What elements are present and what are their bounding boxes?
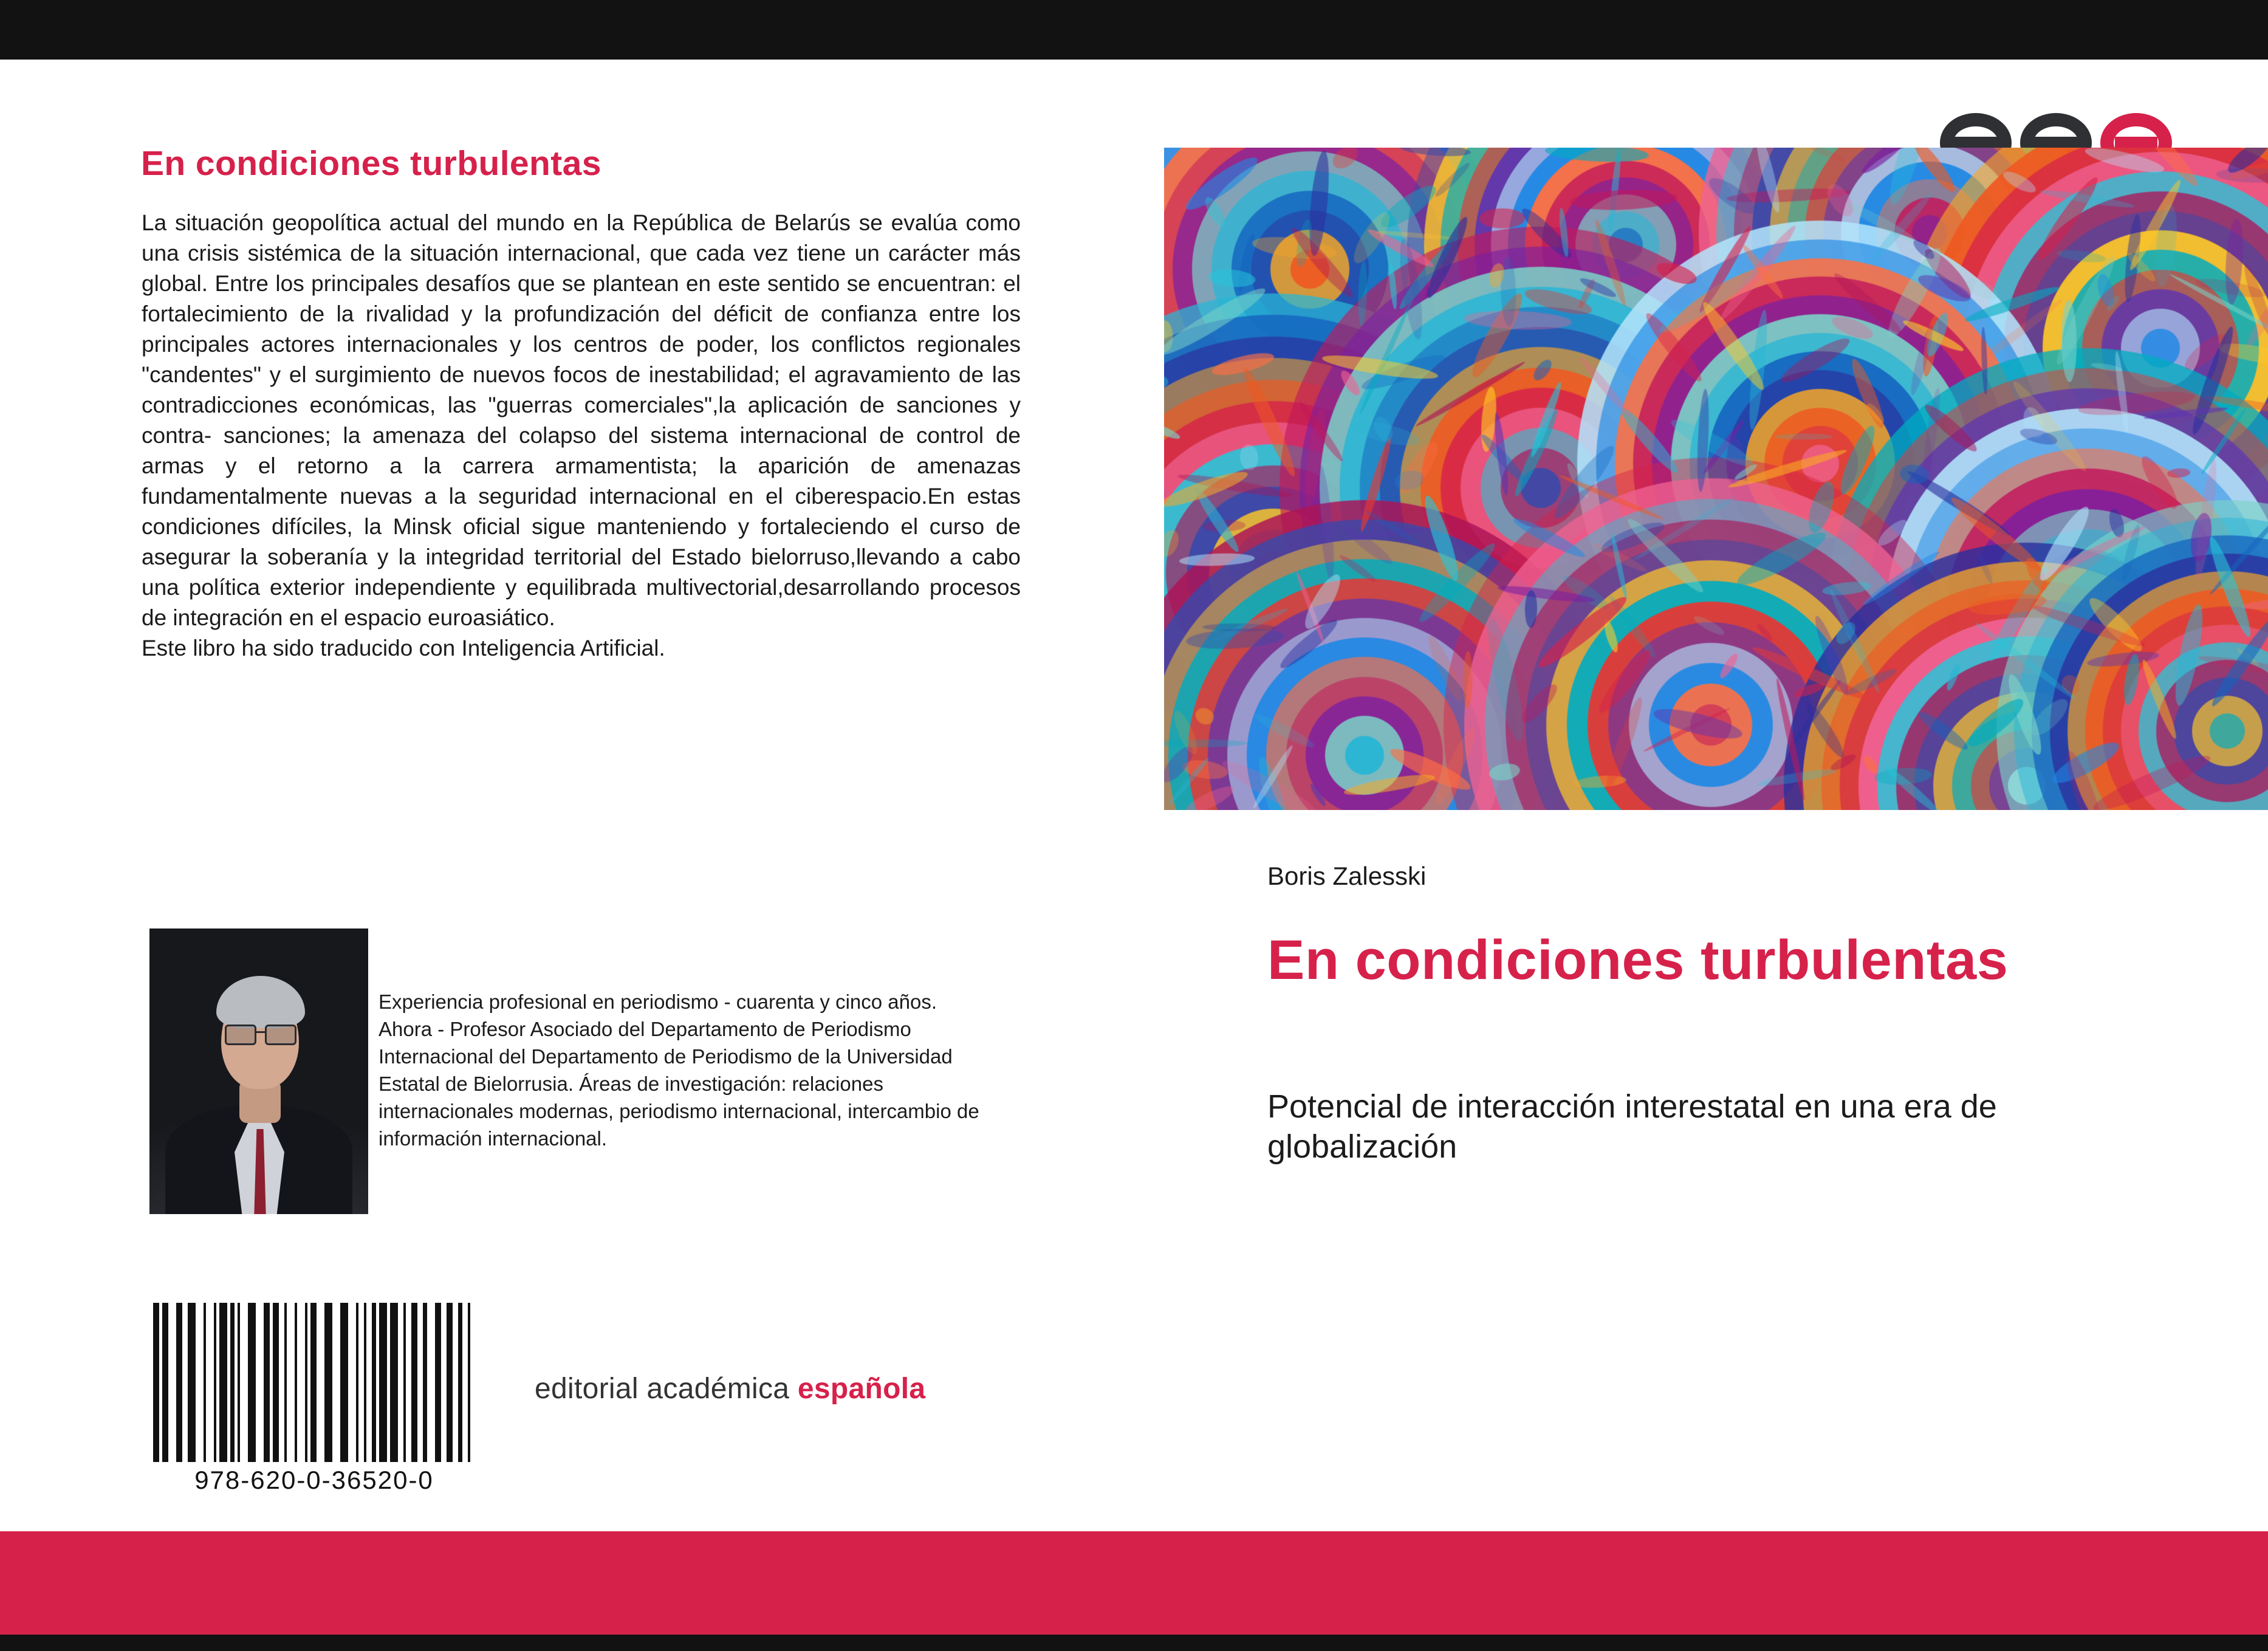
blurb-text: La situación geopolítica actual del mundo en la República de Belarús se evalúa como una crisis sistémica de la situación internacional, que cada vez tiene un carácter más global. Entre los principales desafíos que se plantean en este sentido se encuentran: el fortalecimiento de la rivalidad y la profundización del déficit de confianza entre los principales actores internacionales y los centros de poder, los conflictos regionales "candentes" y el surgimiento de nuevos focos de inestabilidad; el agravamiento de las contradicciones económicas, las "guerras comerciales",la aplicación de sanciones y contra- sanciones; la amenaza del colapso del sistema internacional de control de armas y el retorno a la carrera armamentista; la aparición de amenazas fundamentalmente nuevas a la seguridad internacional en el ciberespacio.En estas condiciones difíciles, la Minsk oficial sigue manteniendo y fortaleciendo el curso de asegurar la soberanía y la integridad territorial del Estado bielorruso,llevando a cabo una política exterior independiente y equilibrada multivectorial,desarrollando procesos de integración en el espacio euroasiático. [142, 210, 1021, 630]
glasses-icon [225, 1025, 296, 1043]
top-bar [0, 0, 2268, 60]
barcode-bars [153, 1303, 475, 1462]
back-cover-title: En condiciones turbulentas [141, 144, 601, 183]
front-author: Boris Zalesski [1267, 862, 1427, 890]
back-cover [0, 60, 1142, 1531]
front-title: En condiciones turbulentas [1267, 929, 2009, 991]
back-publisher-mark [535, 1372, 925, 1406]
back-publisher-plain: editorial académica [535, 1373, 798, 1405]
front-subtitle: Potencial de interacción interestatal en una era de globalización [1267, 1088, 1997, 1165]
bottom-accent-bar [0, 1531, 2268, 1651]
spine [1142, 60, 1164, 1531]
front-cover [1164, 60, 2268, 1531]
barcode [153, 1303, 475, 1509]
back-publisher-accent: española [797, 1373, 926, 1405]
bottom-dark-bar [0, 1635, 2268, 1651]
isbn-number: 978-620-0-36520-0 [194, 1466, 434, 1494]
blurb-ai-note: Este libro ha sido traducido con Inteligencia Artificial. [142, 636, 665, 661]
author-photo [149, 928, 368, 1214]
back-cover-blurb [142, 208, 1021, 664]
cover-artwork [1164, 148, 2268, 810]
author-bio: Experiencia profesional en periodismo - cuarenta y cinco años. Ahora - Profesor Asociado del Departamento de Periodismo Internacional del Departamento de Periodismo de la Universidad Estatal de Bielorrusia. Áreas de investigación: relaciones internacionales modernas, periodismo internacional, intercambio de información internacional. [379, 990, 979, 1150]
